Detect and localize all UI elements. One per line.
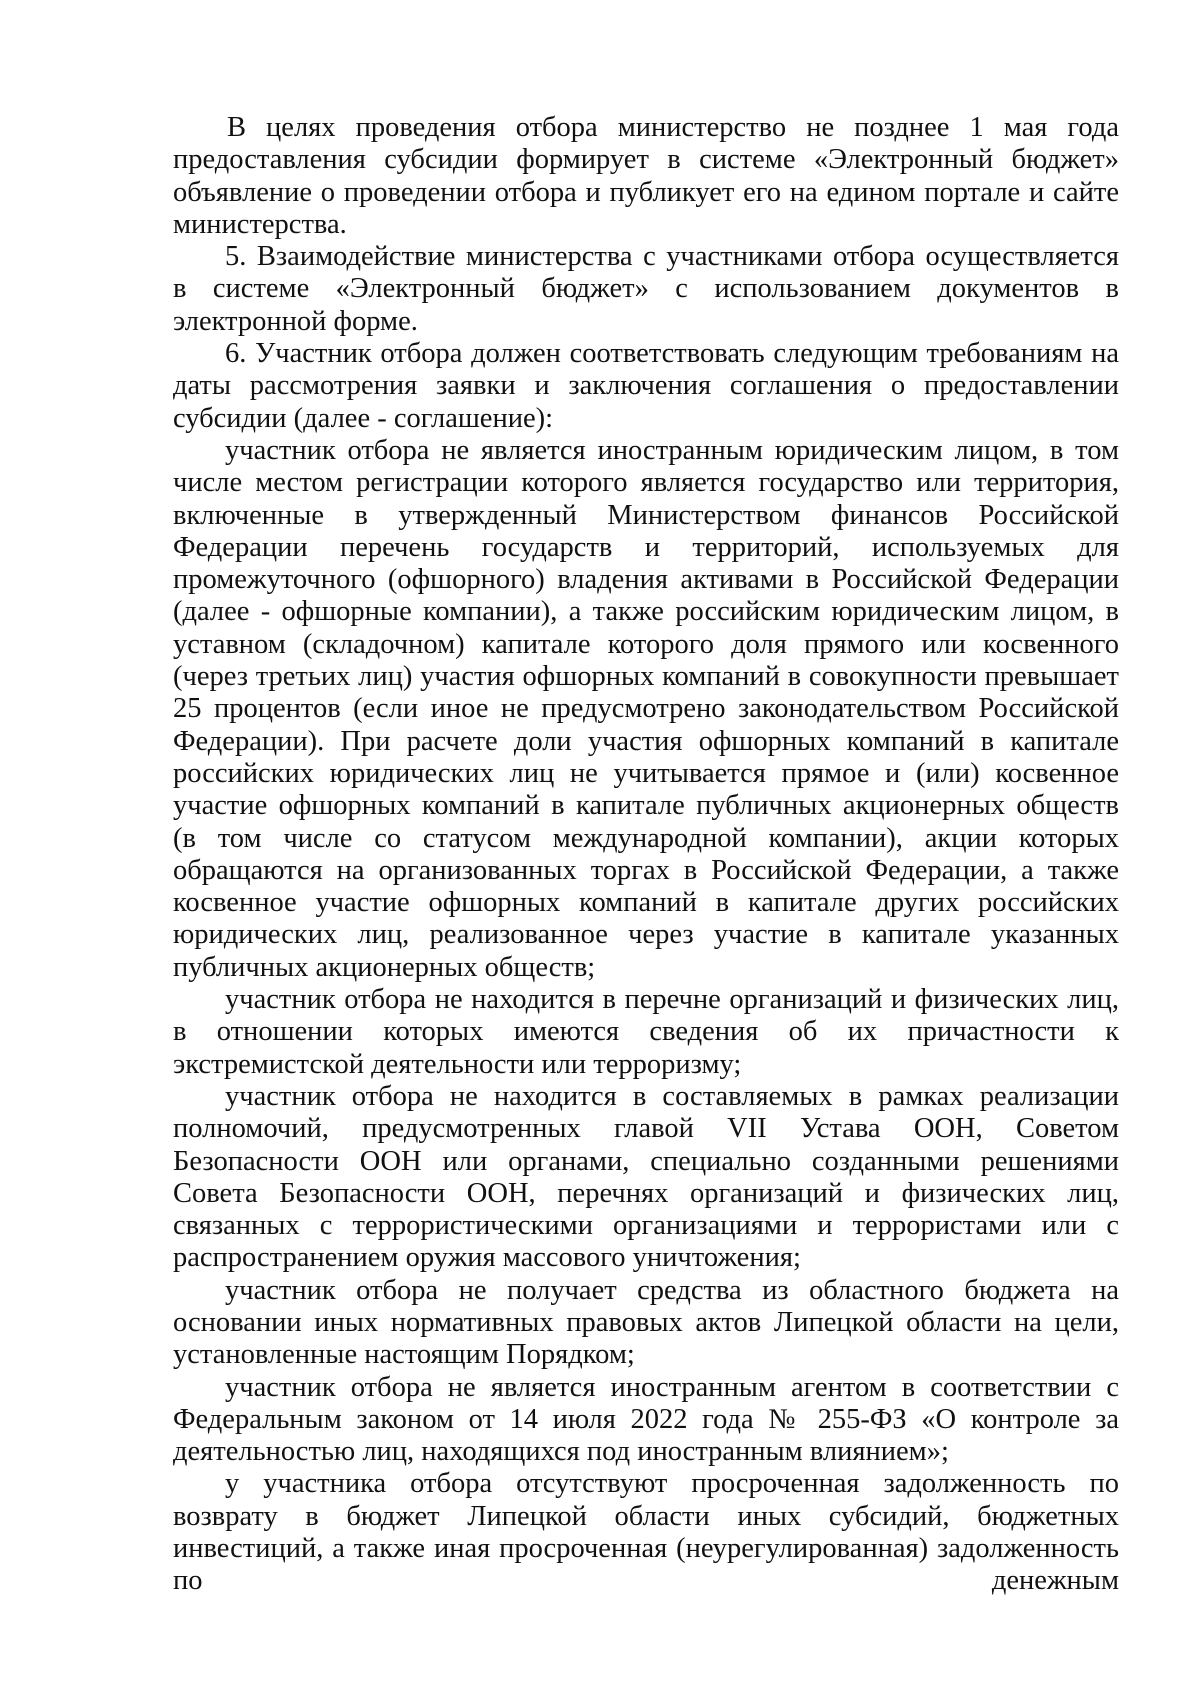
paragraph-un-lists-requirement: участник отбора не находится в составляемых в рамках реализации полномочий, предусмотренных главой VII Устава ООН, Советом Безопасности ООН или органами, специально созданными решениями Совета Безопасности ООН, перечнях организаций и физических лиц, связанных с террористическими организациями и террористами или с распространением оружия массового уничтожения;	[173, 1080, 1119, 1274]
paragraph-regional-funds-requirement: участник отбора не получает средства из областного бюджета на основании иных нормативных правовых актов Липецкой области на цели, установленные настоящим Порядком;	[173, 1274, 1119, 1371]
paragraph-selection-announcement: В целях проведения отбора министерство не позднее 1 мая года предоставления субсидии формирует в системе «Электронный бюджет» объявление о проведении отбора и публикует его на едином портале и сайте министерства.	[173, 112, 1119, 240]
paragraph-item-6-requirements: 6. Участник отбора должен соответствовать следующим требованиям на даты рассмотрения заявки и заключения соглашения о предоставлении субсидии (далее - соглашение):	[173, 338, 1119, 434]
paragraph-foreign-agent-requirement: участник отбора не является иностранным агентом в соответствии с Федеральным законом от 14 июля 2022 года № 255-ФЗ «О контроле за деятельностью лиц, находящихся под иностранным влиянием»;	[173, 1371, 1119, 1468]
paragraph-extremism-requirement: участник отбора не находится в перечне организаций и физических лиц, в отношении которых имеются сведения об их причастности к экстремистской деятельности или терроризму;	[173, 984, 1119, 1080]
paragraph-debt-requirement: у участника отбора отсутствуют просроченная задолженность по возврату в бюджет Липецкой области иных субсидий, бюджетных инвестиций, а также иная просроченная (неурегулированная) задолженность по денежным	[173, 1468, 1119, 1597]
paragraph-item-5-interaction: 5. Взаимодействие министерства с участниками отбора осуществляется в системе «Электронный бюджет» с использованием документов в электронной форме.	[173, 241, 1119, 337]
document-page	[173, 112, 1119, 1598]
paragraph-offshore-requirement: участник отбора не является иностранным юридическим лицом, в том числе местом регистрации которого является государство или территория, включенные в утвержденный Министерством финансов Российской Федерации перечень государств и территорий, используемых для промежуточного (офшорного) владения активами в Российской Федерации (далее - офшорные компании), а также российским юридическим лицом, в уставном (складочном) капитале которого доля прямого или косвенного (через третьих лиц) участия офшорных компаний в совокупности превышает 25 процентов (если иное не предусмотрено законодательством Российской Федерации). При расчете доли участия офшорных компаний в капитале российских юридических лиц не учитывается прямое и (или) косвенное участие офшорных компаний в капитале публичных акционерных обществ (в том числе со статусом международной компании), акции которых обращаются на организованных торгах в Российской Федерации, а также косвенное участие офшорных компаний в капитале других российских юридических лиц, реализованное через участие в капитале указанных публичных акционерных обществ;	[173, 434, 1119, 983]
